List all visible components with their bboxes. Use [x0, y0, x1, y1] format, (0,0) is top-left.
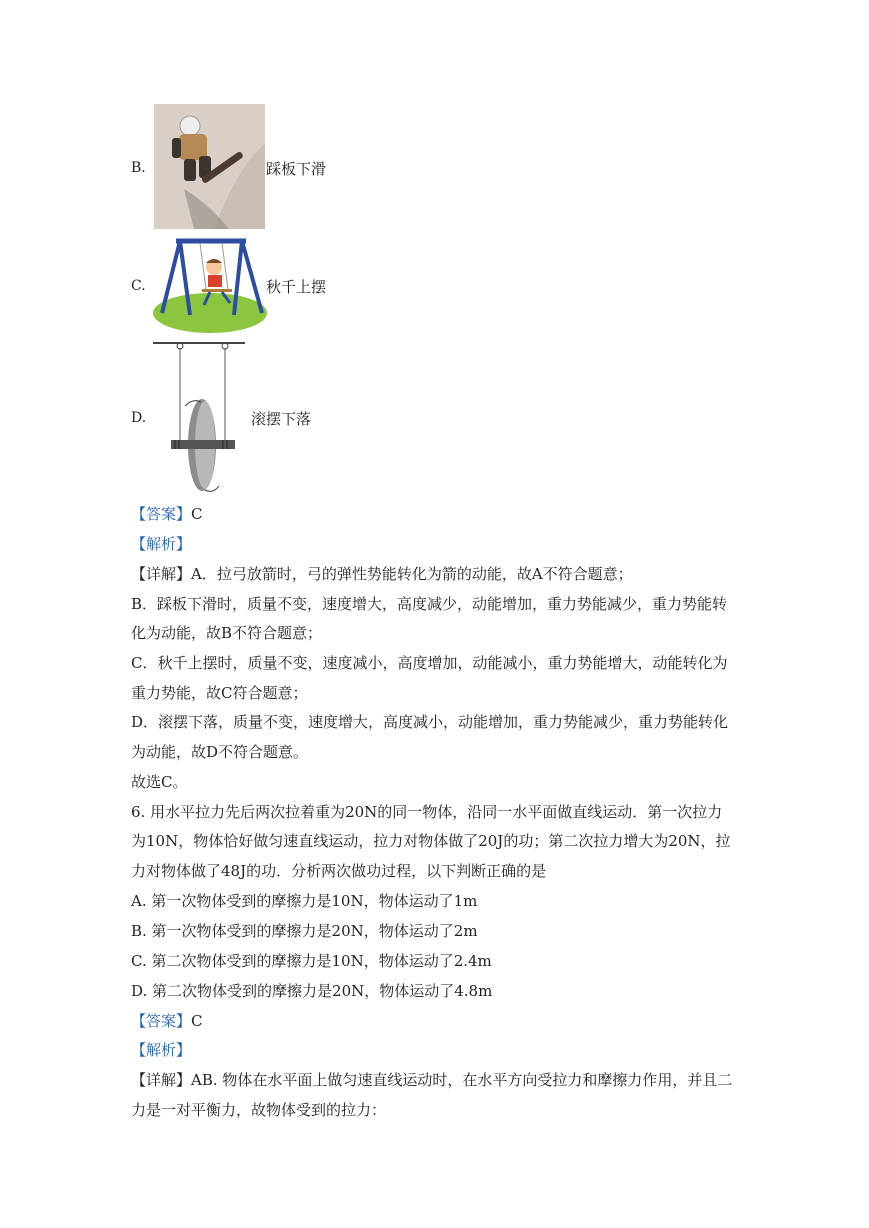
- q6-stem-line: 6. 用水平拉力先后两次拉着重为20N的同一物体，沿同一水平面做直线运动．第一次拉力: [131, 803, 723, 821]
- answer-tag: 【答案】: [131, 505, 192, 523]
- q5-detail-line: [131, 564, 633, 584]
- swing-illustration: [152, 233, 269, 334]
- maxwell-pendulum: [153, 340, 245, 498]
- detail-text: 化为动能，故B不符合题意；: [131, 624, 323, 642]
- answer-value: C: [191, 505, 203, 523]
- detail-text: A．拉弓放箭时，弓的弹性势能转化为箭的动能，故A不符合题意；: [191, 565, 633, 583]
- detail-tag: 【详解】: [131, 1071, 192, 1089]
- analysis-tag: 【解析】: [131, 1041, 192, 1059]
- q6-detail-line: [131, 1070, 732, 1090]
- answer-tag: 【答案】: [131, 1012, 192, 1030]
- q6-answer-line: [131, 1011, 203, 1031]
- option-d-letter: D.: [131, 410, 147, 426]
- skateboard-photo: [154, 104, 265, 229]
- q6-analysis-line: [131, 1040, 191, 1060]
- option-d-caption: 滚摆下落: [251, 410, 312, 428]
- q6-choice-a: A. 第一次物体受到的摩擦力是10N，物体运动了1m: [131, 892, 478, 910]
- q6-stem-line: 力对物体做了48J的功．分析两次做功过程，以下判断正确的是: [131, 862, 547, 880]
- q6-stem-line: 为10N，物体恰好做匀速直线运动，拉力对物体做了20J的功；第二次拉力增大为20N，拉: [131, 832, 731, 850]
- q6-choice-b: B. 第一次物体受到的摩擦力是20N，物体运动了2m: [131, 922, 478, 940]
- q6-choice-d: D. 第二次物体受到的摩擦力是20N，物体运动了4.8m: [131, 982, 493, 1000]
- detail-text: C．秋千上摆时，质量不变，速度减小，高度增加，动能减小，重力势能增大，动能转化为: [131, 654, 728, 672]
- option-b-caption: 踩板下滑: [266, 160, 327, 178]
- option-c-caption: 秋千上摆: [266, 278, 327, 296]
- detail-tag: 【详解】: [131, 565, 192, 583]
- detail-text: 力是一对平衡力，故物体受到的拉力：: [131, 1101, 387, 1119]
- detail-text: 为动能，故D不符合题意。: [131, 743, 309, 761]
- detail-text: 故选C。: [131, 773, 188, 791]
- detail-text: AB. 物体在水平面上做匀速直线运动时，在水平方向受拉力和摩擦力作用，并且二: [191, 1071, 733, 1089]
- option-b-letter: B.: [131, 160, 146, 176]
- answer-value: C: [191, 1012, 203, 1030]
- q6-choice-c: C. 第二次物体受到的摩擦力是10N，物体运动了2.4m: [131, 952, 492, 970]
- q5-analysis-line: [131, 534, 191, 554]
- q5-answer-line: [131, 504, 203, 524]
- analysis-tag: 【解析】: [131, 535, 192, 553]
- option-c-letter: C.: [131, 278, 146, 294]
- detail-text: 重力势能，故C符合题意；: [131, 684, 308, 702]
- detail-text: D．滚摆下落，质量不变，速度增大，高度减小，动能增加，重力势能减少，重力势能转化: [131, 713, 729, 731]
- detail-text: B．踩板下滑时，质量不变，速度增大，高度减少，动能增加，重力势能减少，重力势能转: [131, 595, 728, 613]
